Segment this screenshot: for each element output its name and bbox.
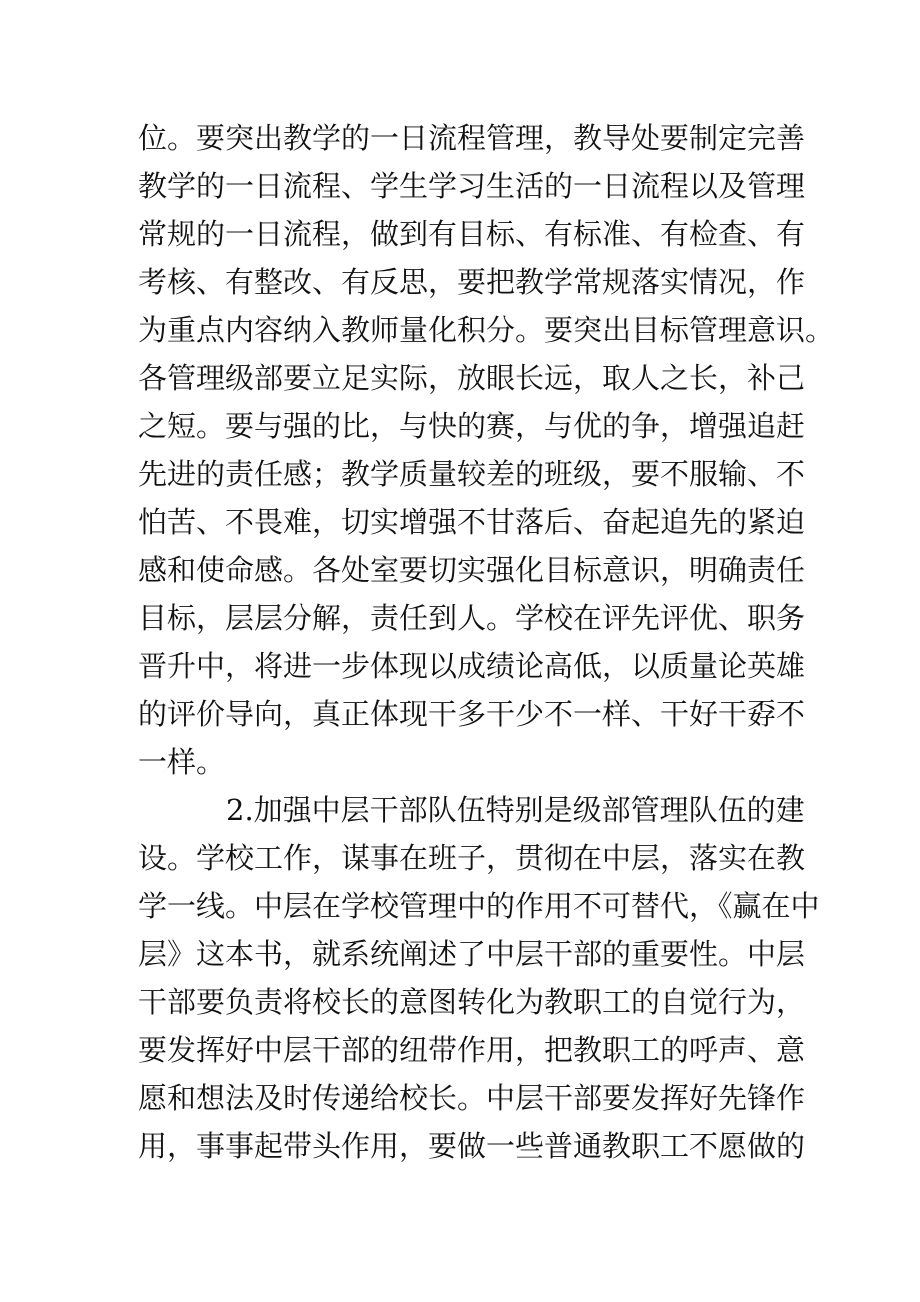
text-line: 要发挥好中层干部的纽带作用，把教职工的呼声、意	[138, 1033, 806, 1067]
text-line: 的评价导向，真正体现干多干少不一样、干好干孬不	[138, 697, 806, 731]
text-line: 设。学校工作，谋事在班子，贯彻在中层，落实在教	[138, 841, 806, 875]
text-line: 层》这本书，就系统阐述了中层干部的重要性。中层	[138, 937, 806, 971]
text-line: 愿和想法及时传递给校长。中层干部要发挥好先锋作	[138, 1081, 806, 1115]
text-line: 各管理级部要立足实际，放眼长远，取人之长，补己	[138, 361, 806, 395]
section-heading-line: 2.加强中层干部队伍特别是级部管理队伍的建	[226, 793, 805, 827]
text-line: 为重点内容纳入教师量化积分。要突出目标管理意识。	[138, 313, 835, 347]
text-line: 之短。要与强的比，与快的赛，与优的争，增强追赶	[138, 409, 806, 443]
text-line: 位。要突出教学的一日流程管理，教导处要制定完善	[138, 121, 806, 155]
text-line: 先进的责任感；教学质量较差的班级，要不服输、不	[138, 457, 806, 491]
text-line: 用，事事起带头作用，要做一些普通教职工不愿做的	[138, 1129, 806, 1163]
text-line: 晋升中，将进一步体现以成绩论高低，以质量论英雄	[138, 649, 806, 683]
text-line: 目标，层层分解，责任到人。学校在评先评优、职务	[138, 601, 806, 635]
text-line: 怕苦、不畏难，切实增强不甘落后、奋起追先的紧迫	[138, 505, 806, 539]
text-line: 一样。	[138, 745, 226, 779]
text-line: 干部要负责将校长的意图转化为教职工的自觉行为，	[138, 985, 806, 1019]
text-line: 常规的一日流程，做到有目标、有标准、有检查、有	[138, 217, 806, 251]
text-line: 感和使命感。各处室要切实强化目标意识，明确责任	[138, 553, 806, 587]
text-line: 教学的一日流程、学生学习生活的一日流程以及管理	[138, 169, 806, 203]
text-line: 考核、有整改、有反思，要把教学常规落实情况，作	[138, 265, 806, 299]
body-text	[138, 114, 835, 1170]
text-line: 学一线。中层在学校管理中的作用不可替代，《赢在中	[138, 889, 820, 923]
